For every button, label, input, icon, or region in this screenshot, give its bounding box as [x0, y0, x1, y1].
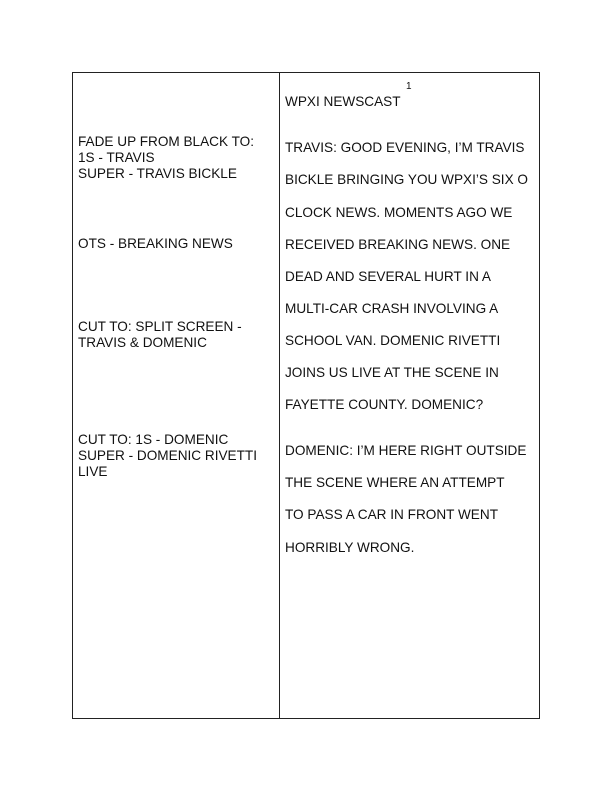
audio-line: TRAVIS: GOOD EVENING, I’M TRAVIS — [285, 140, 525, 155]
audio-line: TO PASS A CAR IN FRONT WENT — [285, 507, 498, 522]
audio-line: DOMENIC: I’M HERE RIGHT OUTSIDE — [285, 443, 527, 458]
video-cue-line: 1S - TRAVIS — [78, 150, 155, 165]
page-number: 1 — [406, 81, 412, 92]
video-cue-line: FADE UP FROM BLACK TO: — [78, 134, 255, 149]
audio-line: THE SCENE WHERE AN ATTEMPT — [285, 475, 505, 490]
audio-line: RECEIVED BREAKING NEWS. ONE — [285, 237, 511, 252]
audio-line: CLOCK NEWS. MOMENTS AGO WE — [285, 205, 513, 220]
video-cue-line: OTS - BREAKING NEWS — [78, 236, 233, 251]
video-cue-line: CUT TO: 1S - DOMENIC — [78, 432, 229, 447]
audio-heading: WPXI NEWSCAST — [285, 94, 401, 109]
video-cue-line: LIVE — [78, 464, 108, 479]
audio-line: HORRIBLY WRONG. — [285, 540, 415, 555]
video-cue-line: TRAVIS & DOMENIC — [78, 335, 207, 350]
audio-line: BICKLE BRINGING YOU WPXI’S SIX O — [285, 172, 528, 187]
audio-line: FAYETTE COUNTY. DOMENIC? — [285, 397, 484, 412]
video-cue-line: SUPER - TRAVIS BICKLE — [78, 166, 237, 181]
column-divider — [279, 73, 280, 718]
video-cue-line: CUT TO: SPLIT SCREEN - — [78, 319, 242, 334]
audio-line: JOINS US LIVE AT THE SCENE IN — [285, 365, 499, 380]
video-cue-line: SUPER - DOMENIC RIVETTI — [78, 448, 257, 463]
audio-line: MULTI-CAR CRASH INVOLVING A — [285, 301, 499, 316]
audio-line: DEAD AND SEVERAL HURT IN A — [285, 269, 491, 284]
script-table — [72, 72, 540, 719]
audio-line: SCHOOL VAN. DOMENIC RIVETTI — [285, 333, 501, 348]
